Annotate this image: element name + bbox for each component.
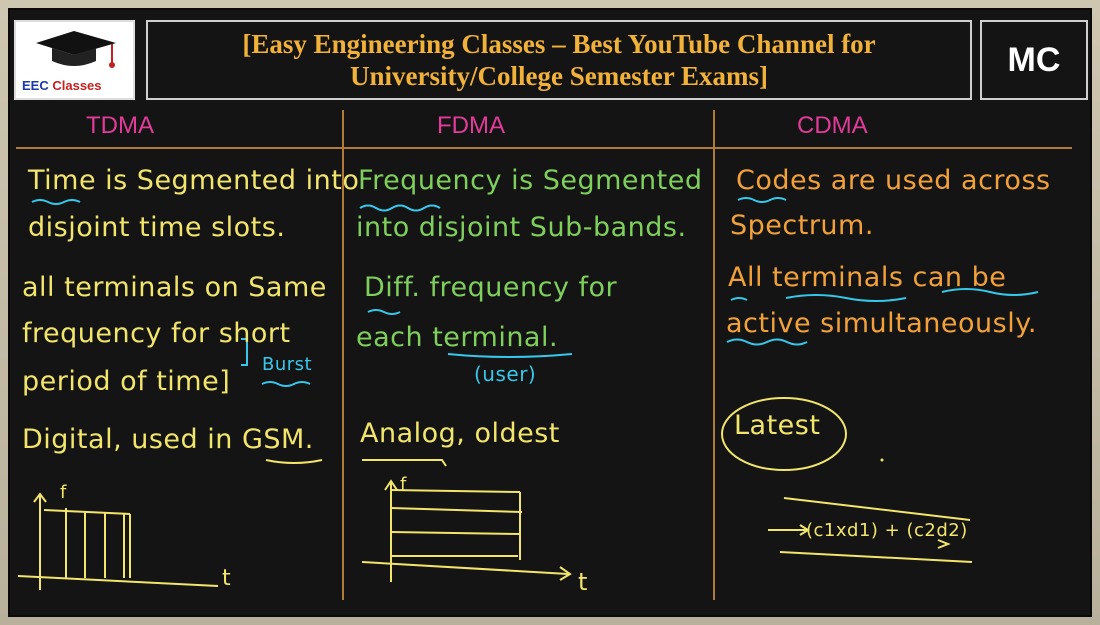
cdma-heading: CDMA: [797, 112, 868, 139]
cdma-terminals-underline: [786, 295, 906, 301]
fdma-axis-f: f: [400, 474, 407, 495]
cdma-all-underline: [731, 298, 747, 300]
subject-badge-label: MC: [1007, 40, 1061, 79]
fdma-line-1: Frequency is Segmented: [358, 165, 703, 196]
logo-text-red: Classes: [52, 78, 102, 93]
fdma-analog-underline: [362, 460, 446, 466]
tdma-axis-f: f: [60, 482, 67, 503]
cdma-active-underline: [727, 340, 807, 345]
tdma-line-2: disjoint time slots.: [28, 212, 286, 243]
cdma-line-3: All terminals can be: [728, 262, 1007, 293]
fdma-line-5: Analog, oldest: [360, 418, 560, 449]
tdma-gsm-underline: [266, 460, 322, 463]
fdma-terminal-underline: [448, 354, 572, 357]
cdma-codes-underline: [738, 198, 786, 202]
cdma-line-2: Spectrum.: [730, 210, 874, 241]
tdma-axis-t: t: [222, 566, 232, 591]
tdma-line-3: all terminals on Same: [22, 272, 327, 303]
cdma-latest: Latest: [734, 410, 821, 441]
fdma-line-2: into disjoint Sub-bands.: [356, 212, 687, 243]
cdma-line-4: active simultaneously.: [726, 308, 1037, 339]
banner-line-1: [Easy Engineering Classes – Best YouTube Channel for: [242, 29, 876, 59]
tdma-burst-underline: [262, 382, 310, 386]
tdma-time-underline: [32, 200, 80, 204]
fdma-heading: FDMA: [437, 112, 505, 139]
tdma-line-1: Time is Segmented into: [28, 165, 360, 196]
tdma-heading: TDMA: [86, 112, 154, 139]
tdma-burst-note: Burst: [262, 354, 313, 375]
tdma-line-5: period of time]: [22, 366, 231, 397]
cdma-line-1: Codes are used across: [736, 165, 1051, 196]
banner-line-2: University/College Semester Exams]: [350, 61, 768, 91]
fdma-frequency-underline: [360, 206, 440, 211]
fdma-line-3: Diff. frequency for: [364, 272, 618, 303]
logo-text-blue: EEC: [22, 78, 49, 93]
tdma-line-6: Digital, used in GSM.: [22, 424, 314, 455]
fdma-sub-bands-graph: [362, 481, 570, 582]
tdma-time-slots-graph: [18, 494, 218, 590]
tdma-line-4: frequency for short: [22, 318, 291, 349]
fdma-axis-t: t: [578, 568, 588, 596]
cdma-code-sketch-text: (c1xd1) + (c2d2): [806, 520, 968, 541]
fdma-diff-underline: [368, 310, 400, 314]
fdma-user-note: (user): [474, 362, 537, 386]
fdma-line-4: each terminal.: [356, 322, 559, 353]
